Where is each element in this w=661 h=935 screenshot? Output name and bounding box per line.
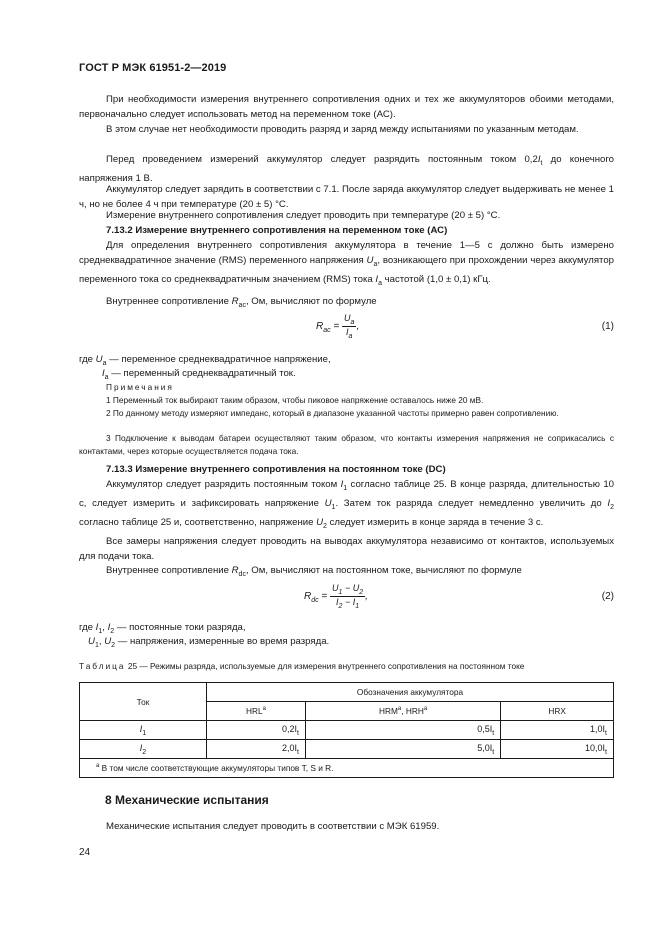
where-ua: где $U_a$ — переменное среднеквадратичное напряжение, — [79, 354, 331, 367]
note-3: 3 Подключение к выводам батареи осуществляют таким образом, что контакты измерения напряжения не соприкасались с контактами, через которые осуществляется подача тока. — [79, 433, 614, 456]
equation-number-1: (1) — [601, 321, 614, 332]
formula-1: $R_{ac}$ = $\frac{U_a}{I_a}$ , — [316, 313, 360, 340]
formula-2: $R_{dc}$ = $\frac{U_1 - U_2}{I_2 - I_1}$ , — [304, 583, 368, 610]
section-7-13-2-title: 7.13.2 Измерение внутреннего сопротивления на переменном токе (АС) — [106, 225, 448, 236]
section-7-13-3-title: 7.13.3 Измерение внутреннего сопротивления на постоянном токе (DC) — [106, 464, 446, 475]
cell-i2-hrl: $2,0I_t$ — [207, 740, 306, 759]
note-2: 2 По данному методу измеряют импеданс, который в диапазоне указанной частоты примерно равен сопротивлению. — [106, 408, 559, 418]
paragraph-4: Аккумулятор следует зарядить в соответствии с 7.1. После заряда аккумулятор следует выдерживать не менее 1 ч, но не более 4 ч при температуре (20 ± 5) °С. — [79, 184, 614, 210]
cell-i1-hrx: $1,0I_t$ — [501, 721, 614, 740]
note-1: 1 Переменный ток выбирают таким образом, чтобы пиковое напряжение оставалось ниже 20 мВ. — [106, 395, 484, 405]
where-currents: где $I_1$, $I_2$ — постоянные токи разряда, — [79, 622, 246, 635]
header-hrm-hrh: HRM$^a$, HRH$^a$ — [305, 702, 500, 721]
paragraph-3: Перед проведением измерений аккумулятор следует разрядить постоянным током $0,2I_t$ до конечного напряжения 1 В. — [79, 154, 615, 184]
paragraph-9: Все замеры напряжения следует проводить на выводах аккумулятора независимо от контактов, используемых для подачи тока. — [79, 536, 614, 562]
header-designations: Обозначения аккумулятора — [207, 683, 614, 702]
page-number: 24 — [79, 847, 91, 858]
paragraph-6: Для определения внутреннего сопротивления аккумулятора в течение 1—5 с должно быть измерено среднеквадратичное значение (RMS) переменного напряжения $U_a$, возникающего при прохождении через аккумулятор переменного тока со среднеквадратичным значением (RMS) тока $I_a$ частотой (1,0 ± 0,1) кГц. — [79, 240, 614, 287]
table-caption: Таблица 25 — Режимы разряда, используемые для измерения внутреннего сопротивления на постоянном токе — [79, 661, 525, 671]
paragraph-7: Внутреннее сопротивление $R_{ac}$, Ом, вычисляют по формуле — [106, 296, 377, 309]
cell-i1-hrl: $0,2I_t$ — [207, 721, 306, 740]
where-voltages: $U_1$, $U_2$ — напряжения, измеренные во время разряда. — [88, 636, 330, 649]
discharge-modes-table — [79, 682, 614, 778]
table-row — [80, 721, 614, 740]
paragraph-1: При необходимости измерения внутреннего сопротивления одних и тех же аккумуляторов обоими методами, первоначально следует использовать метод на переменном токе (АС). — [79, 94, 614, 120]
where-ia: $I_a$ — переменный среднеквадратичный ток. — [102, 368, 296, 381]
document-header: ГОСТ Р МЭК 61951-2—2019 — [79, 62, 227, 74]
table-row — [80, 740, 614, 759]
paragraph-11: Механические испытания следует проводить в соответствии с МЭК 61959. — [106, 821, 440, 832]
table-footnote: $^a$ В том числе соответствующие аккумуляторы типов T, S и R. — [80, 759, 614, 778]
header-hrx: HRX — [501, 702, 614, 721]
paragraph-10: Внутреннее сопротивление $R_{dc}$, Ом, вычисляют на постоянном токе, вычисляют по формуле — [106, 565, 522, 578]
equation-number-2: (2) — [601, 591, 614, 602]
cell-i2-hrx: $10,0I_t$ — [501, 740, 614, 759]
header-current: Ток — [80, 683, 207, 721]
section-8-title: 8 Механические испытания — [105, 793, 269, 807]
header-hrl: HRL$^a$ — [207, 702, 306, 721]
notes-title: Примечания — [106, 382, 174, 392]
row-label-i1: $I_1$ — [80, 721, 207, 740]
row-label-i2: $I_2$ — [80, 740, 207, 759]
paragraph-2: В этом случае нет необходимости проводить разряд и заряд между испытаниями по указанным методам. — [106, 124, 579, 135]
cell-i2-hrm: $5,0I_t$ — [305, 740, 500, 759]
paragraph-5: Измерение внутреннего сопротивления следует проводить при температуре (20 ± 5) °С. — [106, 210, 501, 221]
paragraph-8: Аккумулятор следует разрядить постоянным током $I_1$ согласно таблице 25. В конце разряда, длительностью 10 с, следует измерить и зафиксировать напряжение $U_1$. Затем ток разряда следует немедленно увеличить до $I_2$ согласно таблице 25 и, соответственно, напряжение $U_2$ следует измерить в конце заряда в течение 3 с. — [79, 479, 615, 530]
cell-i1-hrm: $0,5I_t$ — [305, 721, 500, 740]
